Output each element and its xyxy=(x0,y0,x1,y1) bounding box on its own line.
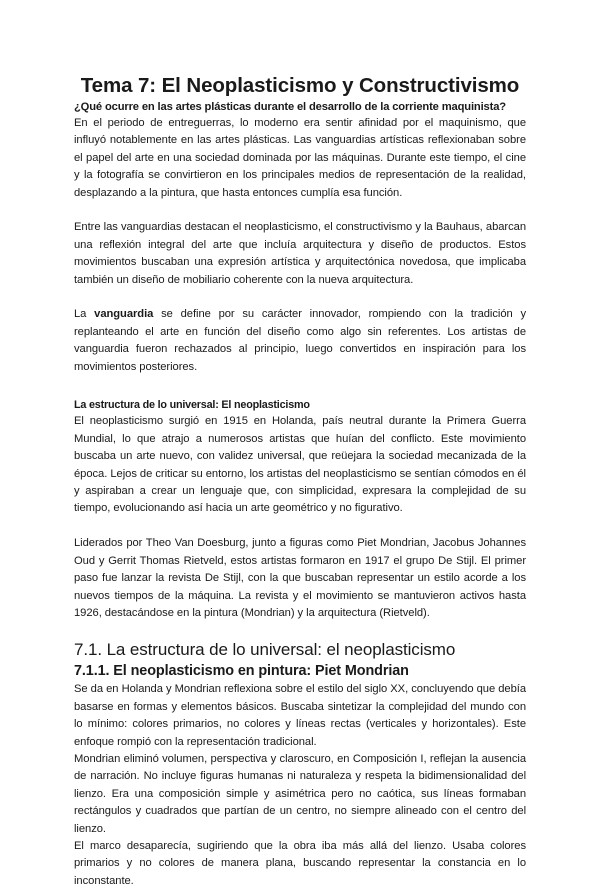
paragraph-mondrian-composicion: Mondrian eliminó volumen, perspectiva y claroscuro, en Composición I, reflejan la ausencia de narración. No incluye figuras humanas ni naturaleza y respeta la bidimensionalidad del lienzo. Era una composición simple y asimétrica pero no caótica, sus líneas formaban rectángulos y cuadrados que partían de un centro, no siempre alineado con el centro del lienzo. xyxy=(74,752,526,835)
paragraph-gap xyxy=(74,376,526,393)
paragraph-gap xyxy=(74,202,526,219)
page-title: Tema 7: El Neoplasticismo y Constructivismo xyxy=(80,74,520,97)
paragraph-origen: El neoplasticismo surgió en 1915 en Holanda, país neutral durante la Primera Guerra Mundial, lo que atrajo a numerosos artistas que huían del conflicto. Este movimiento buscaba un arte nuevo, con validez universal, que reüejara la sociedad mecanizada de la época. Lejos de criticar su entorno, los artistas del neoplasticismo se sentían cómodos en él y aspiraban a crear un lenguaje que, con simplicidad, expresara la complejidad de su tiempo, evolucionando así hacia un arte geométrico y no figurativo. xyxy=(74,415,526,515)
vanguardia-term: vanguardia xyxy=(94,308,154,321)
paragraph-gap xyxy=(74,518,526,535)
vanguardia-lead: La xyxy=(74,308,95,321)
paragraph-vanguardia-definition xyxy=(74,306,526,376)
intro-question: ¿Qué ocurre en las artes plásticas durante el desarrollo de la corriente maquinista? xyxy=(74,101,506,113)
vanguardia-rest: se define por su carácter innovador, rompiendo con la tradición y replanteando el arte en función del diseño como algo sin referentes. Los artistas de vanguardia fueron rechazados al principio, luego convertidos en inspiración para los movimientos posteriores. xyxy=(74,308,527,373)
paragraph-gap xyxy=(74,289,526,306)
paragraph-mondrian-marco: El marco desaparecía, sugiriendo que la obra iba más allá del lienzo. Usaba colores primarios y no colores de manera plana, buscando representar la constancia en lo inconstante. xyxy=(74,839,526,887)
section-heading-7-1-1: 7.1.1. El neoplasticismo en pintura: Piet Mondrian xyxy=(74,663,409,680)
paragraph-vanguardias: Entre las vanguardias destacan el neoplasticismo, el constructivismo y la Bauhaus, abarcan una reflexión integral del arte que incluía arquitectura y diseño de productos. Estos movimientos buscaban una expresión artística y arquitectónica novedosa, que implicaba también un diseño de mobiliario coherente con la nueva arquitectura. xyxy=(74,221,526,286)
subheading-neoplasticismo: La estructura de lo universal: El neoplasticismo xyxy=(74,399,310,412)
paragraph-entreguerras: En el periodo de entreguerras, lo moderno era sentir afinidad por el maquinismo, que influyó notablemente en las artes plásticas. Las vanguardias artísticas reflexionaban sobre el papel del arte en una sociedad dominada por las máquinas. Durante este tiempo, el cine y la fotografía se convirtieron en los principales medios de representación de la realidad, desplazando a la pintura, que hasta entonces cumplía esa función. xyxy=(74,117,526,199)
paragraph-de-stijl: Liderados por Theo Van Doesburg, junto a figuras como Piet Mondrian, Jacobus Johannes Oud y Gerrit Thomas Rietveld, estos artistas formaron en 1917 el grupo De Stijl. El primer paso fue lanzar la revista De Stijl, con la que buscaban representar un estilo acorde a los nuevos tiempos de la máquina. La revista y el movimiento se mantuvieron activos hasta 1926, destacándose en la pintura (Mondrian) y la arquitectura (Rietveld). xyxy=(74,537,526,619)
section-heading-7-1: 7.1. La estructura de lo universal: el neoplasticismo xyxy=(74,640,456,660)
paragraph-mondrian-estilo: Se da en Holanda y Mondrian reflexiona sobre el estilo del siglo XX, concluyendo que debía basarse en formas y elementos básicos. Buscaba sintetizar la complejidad del mundo con lo mínimo: colores primarios, no colores y líneas rectas (verticales y horizontales). Este enfoque rompió con la representación tradicional. xyxy=(74,683,526,748)
